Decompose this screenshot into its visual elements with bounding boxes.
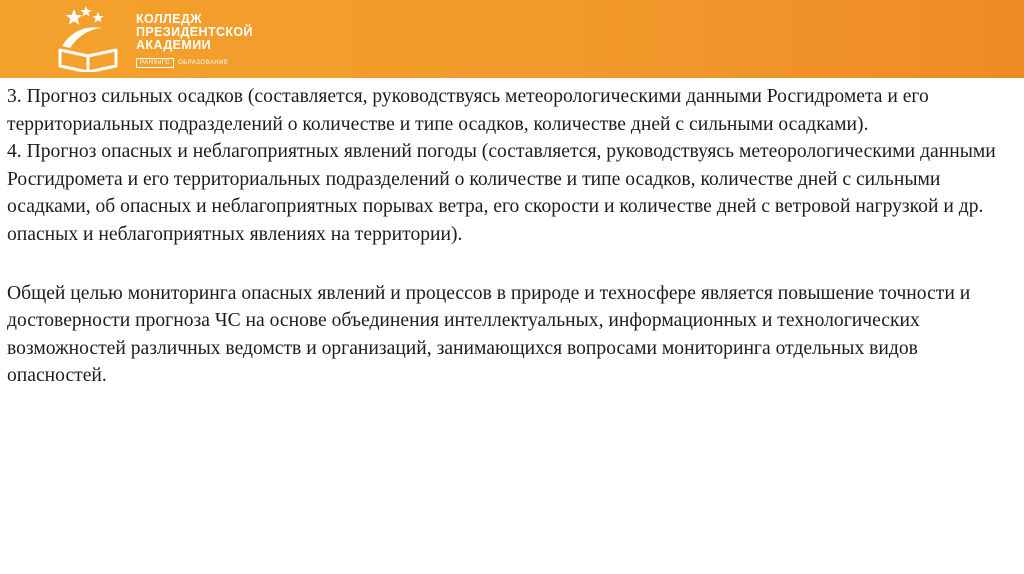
logo-line: АКАДЕМИИ xyxy=(136,38,211,52)
paragraph-hazardous-weather: 4. Прогноз опасных и неблагоприятных явлений погоды (составляется, руководствуясь метеорологическими данными Росгидромета и его территориальных подразделений о количестве и типе осадков, количестве дней с сильными осадками, об опасных и неблагоприятных порывах ветра, его скорости и количестве дней с ветровой нагрузкой и др. опасных и неблагоприятных явлениях на территории). xyxy=(7,141,996,245)
college-logo[interactable] xyxy=(52,6,282,72)
logo-tag-box: РАНХиГС xyxy=(136,58,174,68)
header-bar xyxy=(0,0,1024,78)
logo-tagline xyxy=(136,58,228,68)
logo-line: ПРЕЗИДЕНТСКОЙ xyxy=(136,25,253,39)
book-stars-logo-icon xyxy=(52,6,124,72)
logo-tag-text: ОБРАЗОВАНИЕ xyxy=(178,60,229,66)
paragraph-spacer xyxy=(7,249,1019,280)
logo-wordmark xyxy=(136,13,253,52)
logo-line: КОЛЛЕДЖ xyxy=(136,12,202,26)
slide-body xyxy=(7,83,1019,390)
paragraph-monitoring-goal: Общей целью мониторинга опасных явлений и процессов в природе и техносфере является повышение точности и достоверности прогноза ЧС на основе объединения интеллектуальных, информационных и технологических возможностей различных ведомств и организаций, занимающихся вопросами мониторинга отдельных видов опасностей. xyxy=(7,282,971,387)
paragraph-heavy-precipitation: 3. Прогноз сильных осадков (составляется, руководствуясь метеорологическими данными Росгидромета и его территориальных подразделений о количестве и типе осадков, количестве дней с сильными осадками). xyxy=(7,86,929,135)
